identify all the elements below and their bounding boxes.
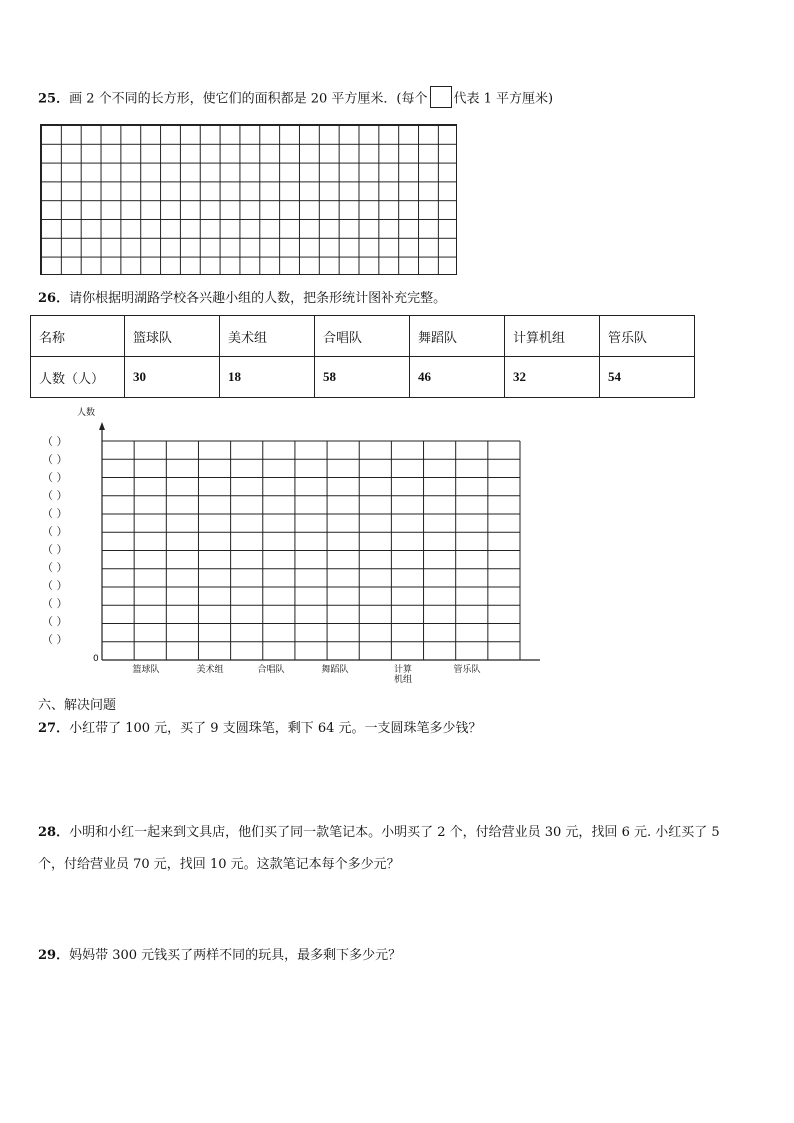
- x-tick-label: 合唱队: [257, 665, 285, 675]
- table-cell: 美术组: [220, 316, 315, 357]
- table-cell: 32: [505, 357, 600, 398]
- y-tick-blank[interactable]: （ ）: [42, 488, 68, 502]
- question-29: [38, 947, 401, 965]
- y-tick-blank[interactable]: （ ）: [42, 596, 68, 610]
- table-cell: 篮球队: [125, 316, 220, 357]
- chart-y-label: 人数: [77, 408, 96, 418]
- question-text-end: 代表 1 平方厘米): [453, 91, 554, 107]
- data-table: [30, 315, 695, 398]
- table-cell: 18: [220, 357, 315, 398]
- section-title: 六、解决问题: [38, 698, 117, 713]
- y-tick-blank[interactable]: （ ）: [42, 506, 68, 520]
- table-cell: 58: [315, 357, 410, 398]
- table-header-row: [31, 316, 695, 357]
- y-tick-blank[interactable]: （ ）: [42, 614, 68, 628]
- y-tick-blank[interactable]: （ ）: [42, 452, 68, 466]
- table-cell: 合唱队: [315, 316, 410, 357]
- table-cell: 46: [410, 357, 505, 398]
- question-text: 个，付给营业员 70 元，找回 10 元。这款笔记本每个多少元？: [38, 857, 400, 872]
- table-cell: 30: [125, 357, 220, 398]
- table-cell: 54: [600, 357, 695, 398]
- y-tick-blank[interactable]: （ ）: [42, 524, 68, 538]
- question-number: 29．: [38, 948, 70, 963]
- x-tick-label: 篮球队: [132, 665, 160, 675]
- question-number: 28．: [38, 825, 70, 840]
- question-25: [38, 88, 553, 110]
- x-tick-label: 舞蹈队: [321, 665, 349, 675]
- table-row: [31, 357, 695, 398]
- question-number: 25．: [38, 91, 70, 107]
- y-tick-blank[interactable]: （ ）: [42, 470, 68, 484]
- y-tick-blank[interactable]: （ ）: [42, 632, 68, 646]
- x-tick-label: 管乐队: [453, 665, 481, 675]
- question-26: [38, 290, 446, 308]
- question-text: 画 2 个不同的长方形，使它们的面积都是 20 平方厘米．(每个: [69, 91, 428, 107]
- chart-origin-label: 0: [93, 654, 99, 664]
- y-tick-blank[interactable]: （ ）: [42, 542, 68, 556]
- question-number: 26．: [38, 291, 70, 306]
- table-cell: 舞蹈队: [410, 316, 505, 357]
- y-tick-blank[interactable]: （ ）: [42, 435, 68, 448]
- table-cell: 计算机组: [505, 316, 600, 357]
- drawing-grid[interactable]: [40, 124, 457, 275]
- question-text: 请你根据明湖路学校各兴趣小组的人数，把条形统计图补充完整。: [69, 291, 447, 306]
- question-number: 27．: [38, 721, 70, 736]
- question-28: [38, 824, 720, 842]
- table-cell: 人数（人）: [31, 357, 125, 398]
- x-tick-label: 计算 机组: [393, 665, 412, 685]
- question-28-continued: [38, 856, 400, 874]
- y-tick-blank[interactable]: （ ）: [42, 560, 68, 574]
- x-tick-label: 美术组: [196, 665, 224, 675]
- question-text: 小明和小红一起来到文具店，他们买了同一款笔记本。小明买了 2 个，付给营业员 30 元，找回 6 元. 小红买了 5: [69, 825, 720, 840]
- table-cell: 管乐队: [600, 316, 695, 357]
- y-axis-arrow-icon: [99, 422, 105, 430]
- question-text: 妈妈带 300 元钱买了两样不同的玩具，最多剩下多少元？: [69, 948, 402, 963]
- question-27: [38, 720, 482, 738]
- table-cell: 名称: [31, 316, 125, 357]
- unit-square-icon: [430, 86, 452, 108]
- y-tick-blank[interactable]: （ ）: [42, 578, 68, 592]
- question-text: 小红带了 100 元，买了 9 支圆珠笔，剩下 64 元。一支圆珠笔多少钱？: [69, 721, 482, 736]
